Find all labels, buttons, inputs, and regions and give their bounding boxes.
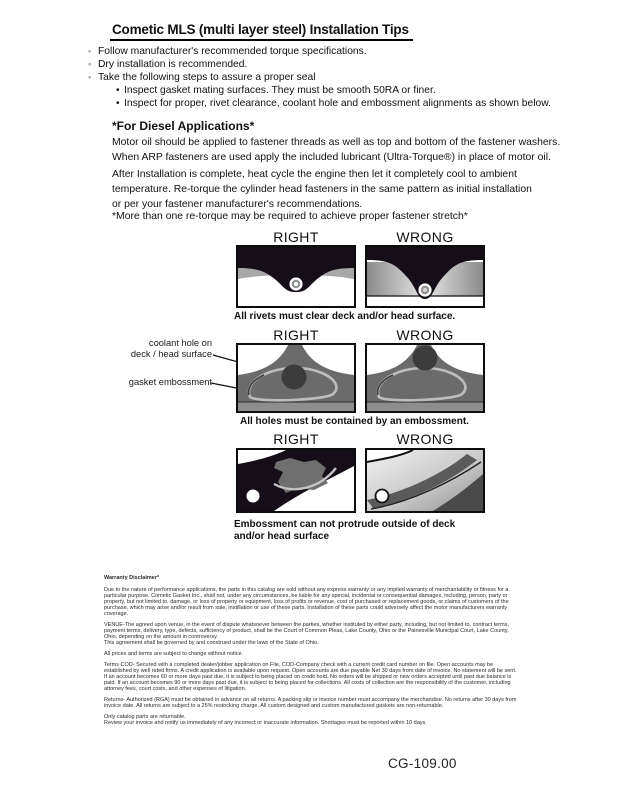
coolant-hole-icon: [413, 346, 438, 371]
figure1-caption: All rivets must clear deck and/or head surface.: [234, 311, 456, 322]
coolant-hole-callout: coolant hole on: [148, 338, 212, 348]
figure2-callouts: [118, 338, 212, 388]
figure2-right-label: RIGHT: [273, 327, 319, 343]
paragraph-line: After Installation is complete, heat cycle the engine then let it completely cool to ambient: [112, 169, 517, 180]
coolant-hole-wrong-illustration: [367, 345, 483, 411]
diesel-section-heading: *For Diesel Applications*: [112, 119, 255, 133]
figure2-caption: All holes must be contained by an embossment.: [240, 416, 469, 427]
legal-paragraph: Returns- Authorized (RGA) must be obtained in advance on all returns. A packing slip or invoice number must accompany the merchandise. No returns after 30 days from invoice date. All returns are subject to a 25% restocking charge. All custom designed and custom manufactured gaskets are non-returnable.: [104, 697, 517, 709]
figure2-wrong-label: WRONG: [396, 327, 454, 343]
filled-bullet-icon: •: [116, 98, 120, 109]
holes-right-diagram: [236, 343, 356, 413]
legal-paragraph: This agreement shall be governed by and construed under the laws of the State of Ohio.: [104, 640, 319, 646]
coolant-hole-icon: [282, 365, 307, 390]
list-item: [116, 84, 551, 97]
list-item-text: Dry installation is recommended.: [98, 59, 248, 70]
embossment-wrong-illustration: [367, 450, 483, 511]
figure1-wrong-label: WRONG: [396, 229, 454, 245]
rivet-right-diagram: [236, 245, 356, 308]
coolant-hole-callout: deck / head surface: [130, 349, 212, 359]
diesel-paragraph-2: [112, 167, 532, 212]
open-bullet-icon: ◦: [88, 59, 92, 69]
legal-paragraph: Only catalog parts are returnable.: [104, 714, 186, 720]
holes-wrong-diagram: [365, 343, 485, 413]
open-bullet-icon: ◦: [88, 72, 92, 82]
paragraph-line: When ARP fasteners are used apply the included lubricant (Ultra-Torque®) in place of motor oil.: [112, 152, 551, 163]
gasket-embossment-callout: gasket embossment: [128, 377, 212, 387]
legal-paragraph: Due to the nature of performance applications, the parts in this catalog are sold without any express warranty or any implied warranty of merchantability or fitness for a particular purpose. Cometic Gasket Inc., shall not, under any circumstances, be liable for any special, incidental or consequential damages, including, person, party or property, but not limited to, damage, or loss of property or equipment, loss of profits or revenue, cost of purchased or replacement goods, or claims of customers of the purchase, which may arise and/or result from sale, instillation or use of these parts. Installation of these parts could adversely affect the motor manufacturers warranty coverage.: [104, 587, 509, 617]
warranty-disclaimer-heading: Warranty Disclaimer*: [104, 575, 160, 581]
paragraph-line: temperature. Re-torque the cylinder head fasteners in the same pattern as initial installation: [112, 184, 532, 195]
rivet-clearance-right-illustration: [238, 247, 354, 306]
retorque-note: *More than one re-torque may be required to achieve proper fastener stretch*: [112, 211, 468, 222]
page-title: Cometic MLS (multi layer steel) Installation Tips: [110, 22, 413, 41]
figure1-right-label: RIGHT: [273, 229, 319, 245]
rivet-icon: [289, 277, 302, 290]
legal-paragraph: Terms COD- Secured with a completed dealer/jobber application on File, COD-Company check with a current credit card number on file. Open accounts may be established by well rated firms. A credit application is available upon request. Open accounts are due payable Net 30 days from date of invoice. No statement will be sent. If an account becomes 60 or more days past due, it is subject to being placed on credit hold. No orders will be shipped or new orders accepted until past due balance is paid. If an account becomes 90 or more days past due, it is subject to being placed for collections. All costs of collection are the responsibility of the customer, including attorney fees, court costs, and other expenses of litigation.: [104, 662, 517, 692]
list-item: [88, 45, 551, 58]
list-item: [88, 71, 551, 84]
open-bullet-icon: ◦: [88, 46, 92, 56]
list-item-text: Follow manufacturer's recommended torque specifications.: [98, 46, 367, 57]
list-item: [116, 97, 551, 110]
list-item-text: Take the following steps to assure a proper seal: [98, 72, 316, 83]
bolt-hole-icon: [247, 490, 260, 503]
emboss-right-diagram: [236, 448, 356, 513]
paragraph-line: or per your fastener manufacturer's recommendations.: [112, 199, 363, 210]
legal-text-block: [104, 575, 518, 731]
tips-list: [88, 45, 551, 110]
rivet-wrong-diagram: [365, 245, 485, 308]
coolant-hole-right-illustration: [238, 345, 354, 411]
caption-line: and/or head surface: [234, 530, 330, 542]
paragraph-line: Motor oil should be applied to fastener threads as well as top and bottom of the fastener washers.: [112, 137, 561, 148]
figure3-right-label: RIGHT: [273, 431, 319, 447]
filled-bullet-icon: •: [116, 85, 120, 96]
legal-paragraph: Review your invoice and notify us immediately of any incorrect or inaccurate information. Shortages must be reported within 10 days.: [104, 720, 427, 726]
list-item-text: Inspect gasket mating surfaces. They must be smooth 50RA or finer.: [124, 85, 436, 96]
rivet-clearance-wrong-illustration: [367, 247, 483, 306]
rivet-icon: [418, 283, 431, 296]
bolt-hole-icon: [376, 490, 389, 503]
diesel-paragraph-1: [112, 135, 560, 165]
caption-line: Embossment can not protrude outside of deck: [234, 519, 456, 530]
list-item: [88, 58, 551, 71]
emboss-wrong-diagram: [365, 448, 485, 513]
legal-paragraph: All prices and terms are subject to change without notice.: [104, 651, 244, 657]
list-item-text: Inspect for proper, rivet clearance, coolant hole and embossment alignments as shown below.: [124, 98, 551, 109]
page-number: CG-109.00: [388, 756, 457, 771]
embossment-right-illustration: [238, 450, 354, 511]
legal-paragraph: VENUE-The agreed upon venue, in the event of dispute whatsoever between the parties, whether instituted by either party, including, but not limited to, contract terms, payment terms, delivery, type, defects, sufficiency of product, shall be the Court of Common Pleas, Lake County, Ohio or the Painesville Municipal Court, Lake County, Ohio, depending on the amount in controversy.: [104, 622, 509, 640]
figure3-wrong-label: WRONG: [396, 431, 454, 447]
figure3-caption: [234, 519, 455, 542]
